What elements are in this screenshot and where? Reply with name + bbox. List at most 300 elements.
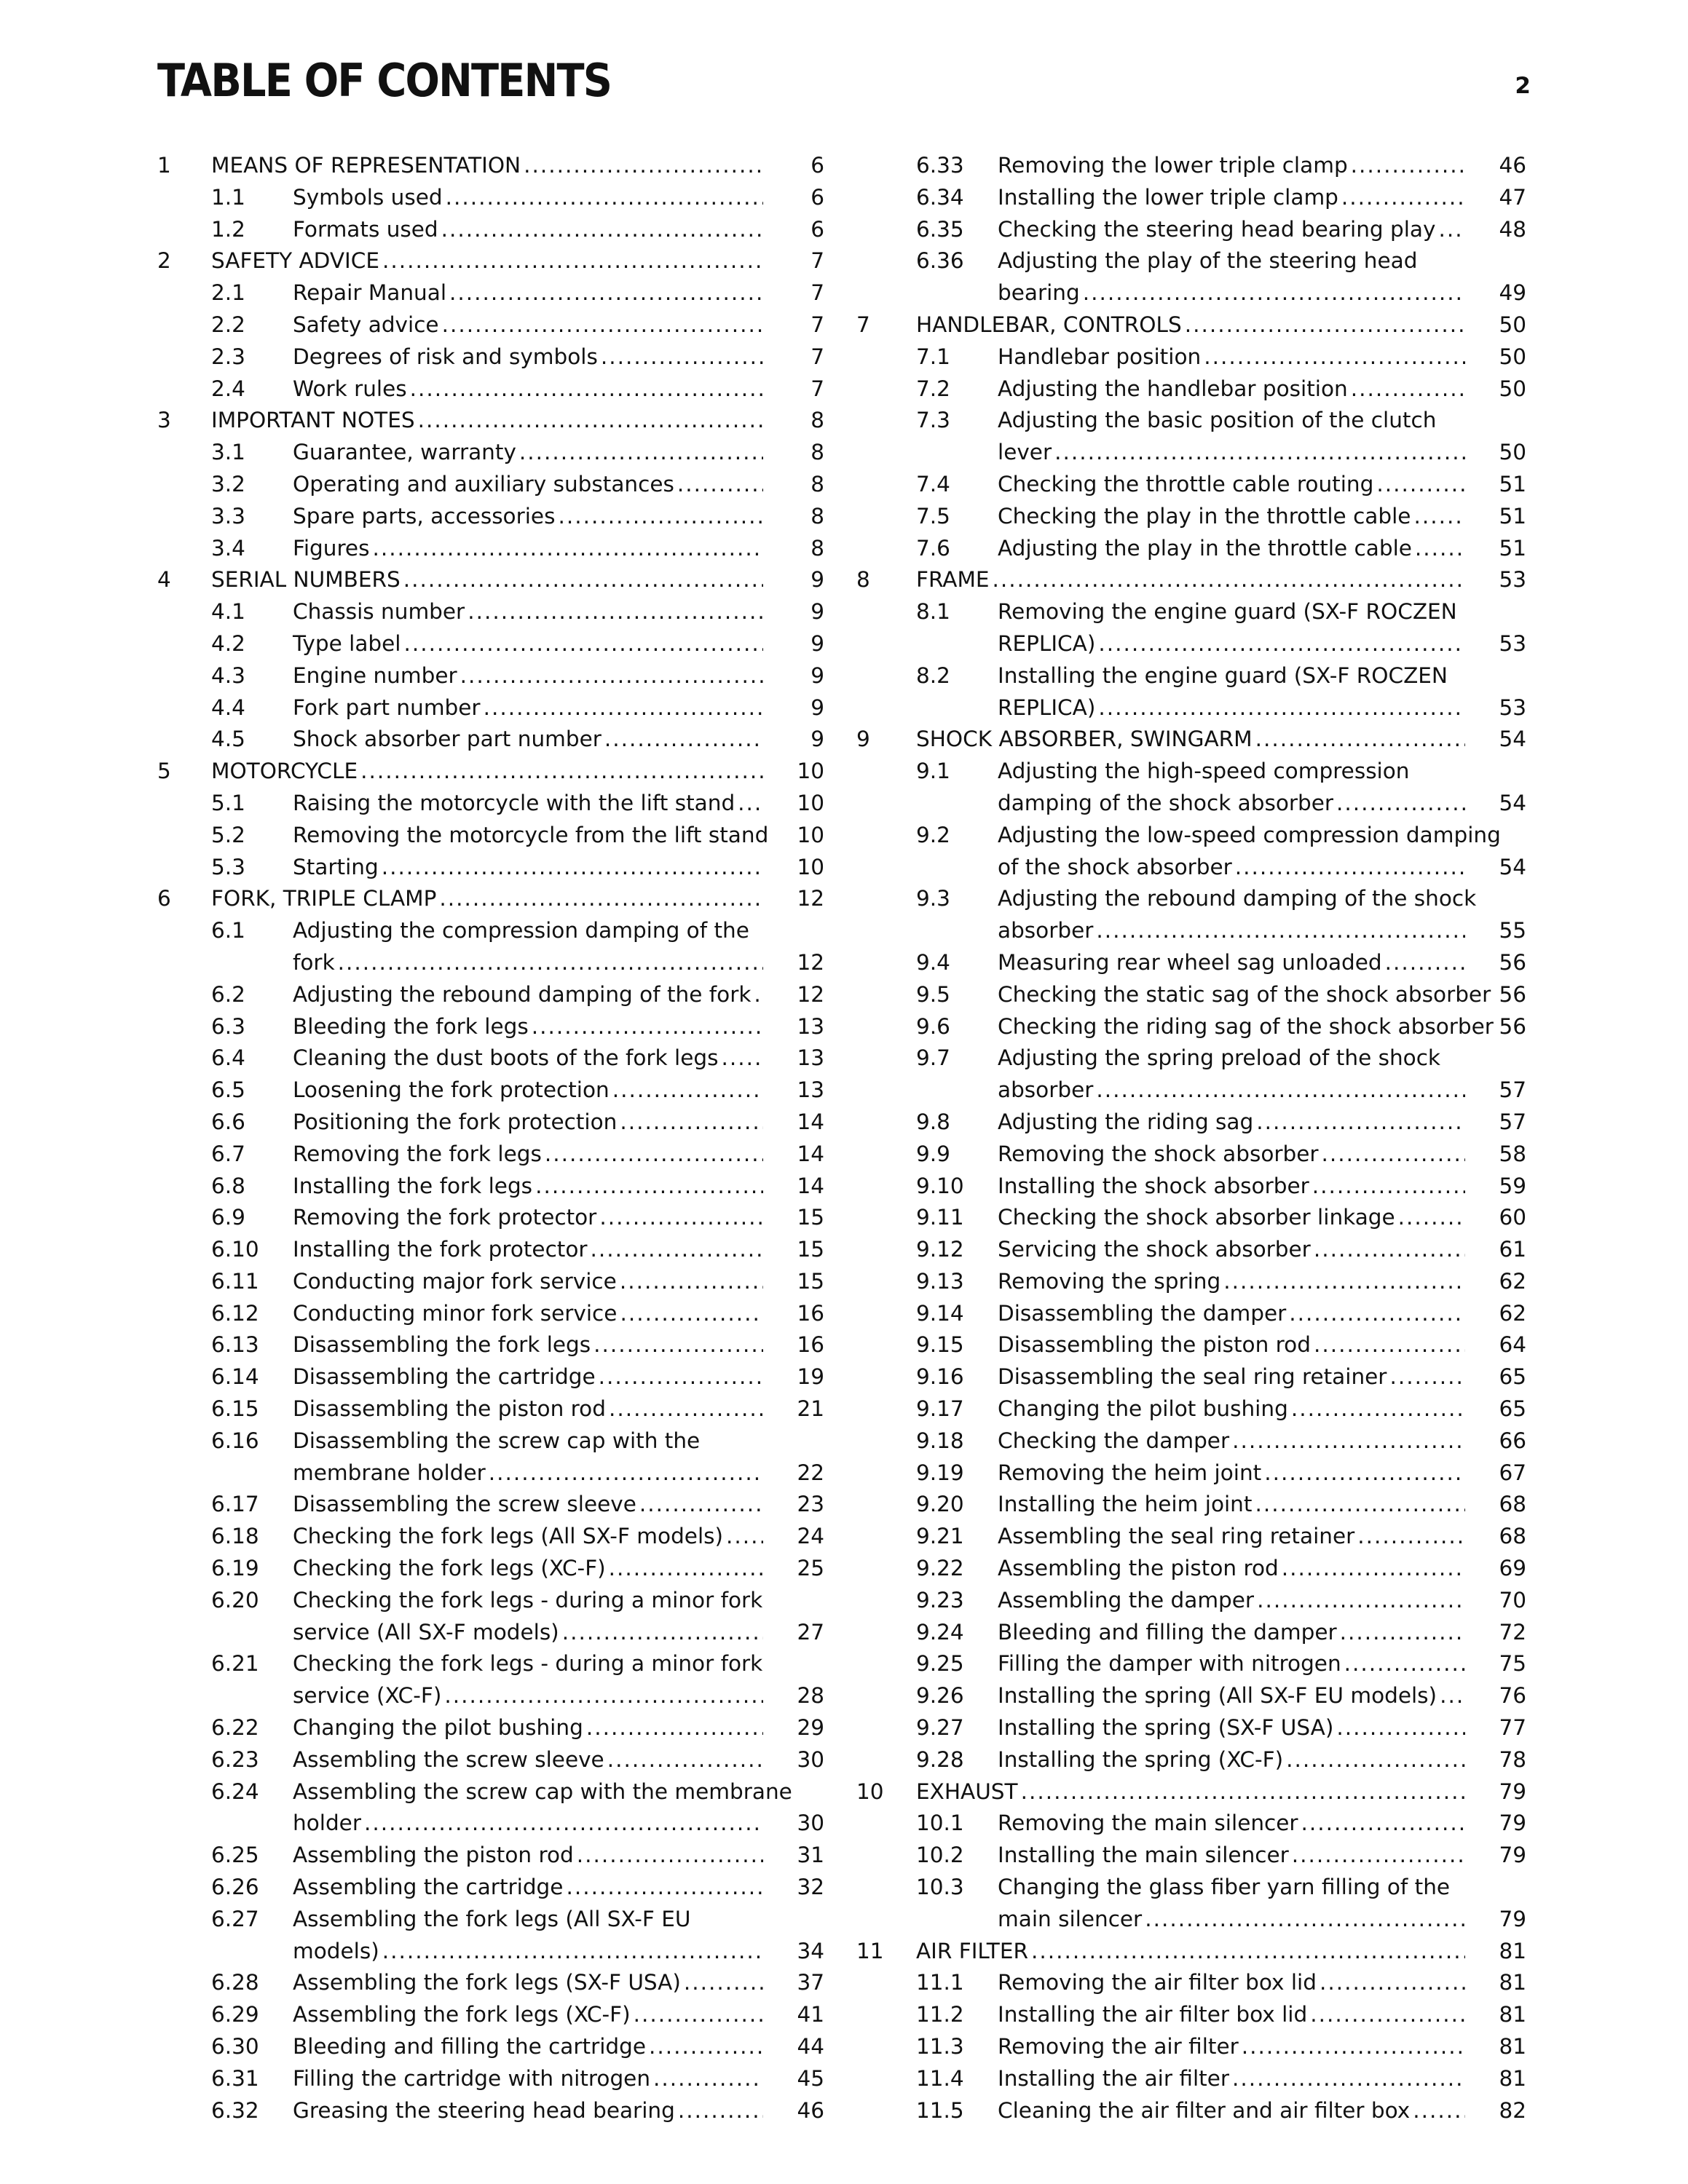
toc-section-entry[interactable] (157, 1648, 824, 1712)
toc-chapter-entry[interactable] (157, 245, 824, 277)
entry-title: Removing the shock absorber (998, 1141, 1319, 1166)
toc-section-entry[interactable] (157, 437, 824, 469)
entry-number: 1.2 (211, 216, 245, 242)
entry-number: 9.20 (916, 1492, 964, 1517)
dot-leader (754, 979, 763, 1011)
toc-section-entry[interactable] (856, 660, 1526, 724)
entry-number: 4.3 (211, 662, 245, 688)
toc-section-entry[interactable] (856, 1298, 1526, 1330)
toc-chapter-entry[interactable] (157, 883, 824, 915)
entry-page-number: 15 (797, 1268, 824, 1294)
toc-section-entry[interactable] (856, 1234, 1526, 1266)
dot-leader (721, 1042, 763, 1075)
toc-section-entry[interactable] (157, 1425, 824, 1489)
toc-section-entry[interactable] (856, 1361, 1526, 1393)
toc-section-entry[interactable] (157, 1361, 824, 1393)
entry-body (293, 341, 824, 373)
toc-section-entry[interactable] (157, 1266, 824, 1298)
entry-page-number: 54 (1499, 727, 1526, 752)
entry-title: Adjusting the play in the throttle cable (998, 535, 1412, 561)
entry-title-continuation-line (293, 1680, 768, 1712)
entry-title: Disassembling the seal ring retainer (998, 1364, 1387, 1390)
toc-section-entry[interactable] (856, 1999, 1526, 2031)
entry-page-number: 15 (797, 1205, 824, 1230)
toc-section-entry[interactable] (157, 1107, 824, 1139)
toc-section-entry[interactable] (856, 405, 1526, 469)
dot-leader (586, 1712, 763, 1744)
entry-title: Checking the riding sag of the shock absorber (998, 1013, 1494, 1039)
entry-number: 3.1 (211, 440, 245, 465)
toc-section-entry[interactable] (856, 245, 1526, 309)
toc-section-entry[interactable] (157, 501, 824, 533)
dot-leader (338, 947, 763, 979)
toc-section-entry[interactable] (157, 1011, 824, 1043)
entry-number: 11.5 (916, 2097, 964, 2123)
toc-section-entry[interactable] (157, 1329, 824, 1361)
entry-page-number: 50 (1499, 376, 1526, 401)
entry-title: Removing the air filter (998, 2034, 1239, 2060)
entry-title: FRAME (916, 567, 990, 593)
entry-body (293, 692, 824, 724)
entry-page-number: 7 (811, 280, 824, 306)
toc-section-entry[interactable] (856, 1840, 1526, 1872)
toc-section-entry[interactable] (157, 1234, 824, 1266)
toc-section-entry[interactable] (856, 1712, 1526, 1744)
toc-section-entry[interactable] (157, 1999, 824, 2031)
entry-body (293, 1139, 824, 1171)
entry-title: Adjusting the play of the steering head (998, 248, 1418, 274)
toc-section-entry[interactable] (157, 660, 824, 692)
entry-title: Removing the main silencer (998, 1811, 1298, 1836)
entry-title-continuation-line (998, 788, 1470, 820)
entry-body (998, 947, 1526, 979)
entry-body (998, 1234, 1526, 1266)
toc-chapter-entry[interactable] (157, 564, 824, 596)
toc-section-entry[interactable] (157, 1872, 824, 1904)
entry-page-number: 8 (811, 503, 824, 529)
entry-number: 9.13 (916, 1268, 964, 1294)
entry-page-number: 56 (1499, 981, 1526, 1007)
dot-leader (532, 1011, 763, 1043)
dot-leader (1413, 2095, 1465, 2127)
entry-body (998, 245, 1526, 309)
toc-chapter-entry[interactable] (157, 405, 824, 437)
entry-number: 2.1 (211, 280, 245, 306)
toc-section-entry[interactable] (157, 1904, 824, 1968)
toc-section-entry[interactable] (856, 1489, 1526, 1521)
entry-title: Handlebar position (998, 344, 1202, 369)
entry-title: Changing the pilot bushing (998, 1396, 1288, 1422)
entry-title-continuation: service (XC-F) (293, 1683, 442, 1709)
dot-leader (1385, 947, 1465, 979)
toc-chapter-entry[interactable] (856, 1776, 1526, 1808)
entry-title: Disassembling the screw cap with the (293, 1428, 701, 1453)
dot-leader (1314, 1234, 1465, 1266)
entry-number: 8.2 (916, 662, 950, 688)
toc-section-entry[interactable] (157, 341, 824, 373)
toc-section-entry[interactable] (856, 214, 1526, 246)
toc-chapter-entry[interactable] (856, 564, 1526, 596)
entry-title: Starting (293, 854, 379, 879)
entry-title: Checking the static sag of the shock absorber (998, 981, 1491, 1007)
dot-leader (382, 1936, 763, 1968)
entry-number: 6.10 (211, 1237, 259, 1262)
toc-chapter-entry[interactable] (157, 756, 824, 788)
entry-title: Disassembling the fork legs (293, 1332, 591, 1358)
entry-page-number: 62 (1499, 1300, 1526, 1326)
toc-section-entry[interactable] (856, 150, 1526, 182)
toc-section-entry[interactable] (856, 1457, 1526, 1489)
entry-body (293, 277, 824, 309)
entry-body (293, 1712, 824, 1744)
entry-body (998, 150, 1526, 182)
toc-section-entry[interactable] (856, 501, 1526, 533)
toc-section-entry[interactable] (157, 1967, 824, 1999)
toc-section-entry[interactable] (856, 182, 1526, 214)
toc-section-entry[interactable] (157, 1744, 824, 1776)
toc-section-entry[interactable] (157, 2063, 824, 2095)
toc-section-entry[interactable] (157, 1840, 824, 1872)
dot-leader (591, 1234, 763, 1266)
entry-title: MOTORCYCLE (211, 759, 358, 784)
dot-leader (1292, 1840, 1465, 1872)
entry-title: Installing the spring (All SX-F EU models) (998, 1683, 1437, 1709)
dot-leader (1232, 2063, 1465, 2095)
entry-title: Installing the air filter (998, 2065, 1229, 2091)
toc-section-entry[interactable] (856, 469, 1526, 501)
entry-number: 6.27 (211, 1906, 259, 1931)
entry-number: 5.1 (211, 790, 245, 815)
entry-number: 6.5 (211, 1077, 245, 1103)
entry-number: 6.26 (211, 1875, 259, 1900)
toc-column-right (856, 150, 1526, 2126)
entry-number: 9.19 (916, 1460, 964, 1485)
toc-section-entry[interactable] (856, 1266, 1526, 1298)
toc-section-entry[interactable] (157, 1202, 824, 1234)
entry-body (998, 341, 1526, 373)
entry-title: SHOCK ABSORBER, SWINGARM (916, 727, 1253, 752)
entry-body (293, 596, 824, 628)
toc-section-entry[interactable] (856, 1171, 1526, 1203)
dot-leader (460, 660, 763, 692)
dot-leader (364, 1808, 763, 1840)
entry-number: 6.25 (211, 1843, 259, 1868)
entry-page-number: 53 (1499, 567, 1526, 593)
entry-body (293, 1393, 824, 1425)
entry-body (916, 1776, 1526, 1808)
dot-leader (1256, 1107, 1465, 1139)
dot-leader (1096, 1075, 1465, 1107)
toc-section-entry[interactable] (856, 1744, 1526, 1776)
toc-section-entry[interactable] (856, 1648, 1526, 1680)
toc-section-entry[interactable] (157, 373, 824, 405)
dot-leader (535, 1171, 763, 1203)
toc-section-entry[interactable] (157, 1489, 824, 1521)
dot-leader (1223, 1266, 1465, 1298)
entry-page-number: 64 (1499, 1332, 1526, 1358)
dot-leader (1341, 182, 1465, 214)
toc-section-entry[interactable] (856, 373, 1526, 405)
toc-section-entry[interactable] (856, 1617, 1526, 1649)
entry-title: Work rules (293, 376, 407, 401)
toc-section-entry[interactable] (157, 1585, 824, 1649)
entry-number: 9 (856, 727, 870, 752)
entry-body (998, 1457, 1526, 1489)
dot-leader (1204, 341, 1465, 373)
entry-title: Removing the spring (998, 1268, 1221, 1294)
entry-number: 6.15 (211, 1396, 259, 1422)
toc-section-entry[interactable] (856, 1425, 1526, 1457)
toc-section-entry[interactable] (856, 1042, 1526, 1107)
entry-page-number: 75 (1499, 1651, 1526, 1677)
toc-section-entry[interactable] (856, 2031, 1526, 2063)
entry-page-number: 50 (1499, 344, 1526, 369)
entry-body (211, 150, 824, 182)
toc-chapter-entry[interactable] (856, 309, 1526, 341)
entry-title: Greasing the steering head bearing (293, 2097, 675, 2123)
entry-page-number: 6 (811, 216, 824, 242)
toc-section-entry[interactable] (856, 1139, 1526, 1171)
toc-section-entry[interactable] (157, 628, 824, 660)
entry-title: Symbols used (293, 184, 443, 210)
toc-section-entry[interactable] (157, 1393, 824, 1425)
toc-section-entry[interactable] (856, 1107, 1526, 1139)
toc-section-entry[interactable] (856, 2095, 1526, 2127)
entry-title: Installing the engine guard (SX-F ROCZEN (998, 662, 1448, 688)
dot-leader (1255, 1489, 1465, 1521)
entry-title: Assembling the piston rod (293, 1843, 574, 1868)
entry-number: 6.34 (916, 184, 964, 210)
entry-number: 1.1 (211, 184, 245, 210)
entry-number: 2.2 (211, 312, 245, 337)
entry-body (998, 1266, 1526, 1298)
entry-body (211, 883, 824, 915)
dot-leader (1440, 1680, 1465, 1712)
entry-page-number: 72 (1499, 1619, 1526, 1645)
toc-section-entry[interactable] (856, 947, 1526, 979)
toc-section-entry[interactable] (157, 820, 824, 852)
entry-body (293, 1202, 824, 1234)
entry-body (293, 820, 824, 852)
toc-section-entry[interactable] (157, 596, 824, 628)
entry-title: Checking the fork legs (All SX-F models) (293, 1524, 724, 1549)
entry-body (293, 214, 824, 246)
toc-chapter-entry[interactable] (157, 150, 824, 182)
entry-title: Checking the steering head bearing play (998, 216, 1436, 242)
entry-page-number: 51 (1499, 503, 1526, 529)
toc-chapter-entry[interactable] (856, 724, 1526, 756)
entry-page-number: 60 (1499, 1205, 1526, 1230)
toc-section-entry[interactable] (856, 341, 1526, 373)
toc-section-entry[interactable] (157, 533, 824, 565)
toc-section-entry[interactable] (856, 1011, 1526, 1043)
entry-number: 3.3 (211, 503, 245, 529)
entry-number: 6.32 (211, 2097, 259, 2123)
entry-title: Adjusting the riding sag (998, 1109, 1254, 1134)
toc-section-entry[interactable] (856, 1329, 1526, 1361)
entry-body (916, 724, 1526, 756)
toc-section-entry[interactable] (157, 1075, 824, 1107)
toc-section-entry[interactable] (157, 1298, 824, 1330)
entry-page-number: 78 (1499, 1746, 1526, 1772)
toc-section-entry[interactable] (856, 1872, 1526, 1936)
entry-body (293, 1967, 824, 1999)
toc-section-entry[interactable] (856, 1393, 1526, 1425)
entry-page-number: 7 (811, 248, 824, 274)
toc-section-entry[interactable] (856, 756, 1526, 820)
toc-section-entry[interactable] (856, 596, 1526, 660)
toc-section-entry[interactable] (157, 1776, 824, 1840)
entry-number: 4.1 (211, 599, 245, 625)
entry-body (998, 1139, 1526, 1171)
dot-leader (484, 692, 763, 724)
entry-page-number: 46 (1499, 153, 1526, 178)
toc-section-entry[interactable] (856, 1521, 1526, 1553)
dot-leader (649, 2031, 763, 2063)
entry-number: 7 (856, 312, 870, 337)
entry-page-number: 49 (1499, 280, 1526, 306)
toc-section-entry[interactable] (856, 1202, 1526, 1234)
toc-section-entry[interactable] (157, 182, 824, 214)
dot-leader (1312, 1171, 1465, 1203)
toc-section-entry[interactable] (157, 1521, 824, 1553)
dot-leader (993, 564, 1465, 596)
entry-title: SERIAL NUMBERS (211, 567, 401, 593)
toc-section-entry[interactable] (157, 915, 824, 979)
toc-section-entry[interactable] (157, 469, 824, 501)
entry-page-number: 10 (797, 759, 824, 784)
dot-leader (1438, 214, 1465, 246)
entry-page-number: 9 (811, 662, 824, 688)
entry-title: Adjusting the rebound damping of the fork (293, 981, 752, 1007)
entry-body (293, 1298, 824, 1330)
entry-body (998, 1617, 1526, 1649)
entry-body (293, 533, 824, 565)
entry-title: Conducting major fork service (293, 1268, 617, 1294)
toc-section-entry[interactable] (157, 1712, 824, 1744)
toc-section-entry[interactable] (856, 1553, 1526, 1585)
dot-leader (1235, 852, 1465, 884)
entry-page-number: 19 (797, 1364, 824, 1390)
toc-section-entry[interactable] (856, 979, 1526, 1011)
entry-body (211, 405, 824, 437)
entry-body (293, 1776, 824, 1840)
toc-chapter-entry[interactable] (856, 1936, 1526, 1968)
dot-leader (558, 501, 763, 533)
entry-body (211, 245, 824, 277)
toc-section-entry[interactable] (856, 2063, 1526, 2095)
entry-number: 6.2 (211, 981, 245, 1007)
entry-page-number: 61 (1499, 1237, 1526, 1262)
entry-title-continuation-line (998, 628, 1470, 660)
entry-title-continuation: absorber (998, 918, 1094, 943)
entry-body (211, 756, 824, 788)
dot-leader (1286, 1744, 1465, 1776)
page-header (157, 48, 1531, 114)
toc-section-entry[interactable] (157, 1139, 824, 1171)
toc-section-entry[interactable] (157, 214, 824, 246)
toc-section-entry[interactable] (157, 309, 824, 341)
entry-number: 7.3 (916, 408, 950, 433)
entry-number: 6.7 (211, 1141, 245, 1166)
toc-column-left (157, 150, 824, 2126)
toc-section-entry[interactable] (157, 277, 824, 309)
toc-section-entry[interactable] (157, 979, 824, 1011)
entry-page-number: 10 (797, 854, 824, 879)
toc-section-entry[interactable] (157, 1171, 824, 1203)
toc-section-entry[interactable] (157, 692, 824, 724)
entry-body (293, 852, 824, 884)
dot-leader (519, 437, 763, 469)
toc-section-entry[interactable] (856, 1808, 1526, 1840)
toc-section-entry[interactable] (856, 1967, 1526, 1999)
toc-section-entry[interactable] (157, 1553, 824, 1585)
entry-body (293, 1999, 824, 2031)
entry-body (998, 533, 1526, 565)
entry-number: 6.3 (211, 1013, 245, 1039)
entry-title-continuation-line (293, 1936, 768, 1968)
entry-title: Removing the lower triple clamp (998, 153, 1348, 178)
toc-section-entry[interactable] (856, 1680, 1526, 1712)
entry-number: 11.2 (916, 2002, 964, 2027)
toc-section-entry[interactable] (856, 883, 1526, 947)
entry-body (998, 1808, 1526, 1840)
entry-body (998, 1107, 1526, 1139)
toc-section-entry[interactable] (157, 852, 824, 884)
toc-section-entry[interactable] (157, 1042, 824, 1075)
toc-section-entry[interactable] (856, 1585, 1526, 1617)
entry-title: Raising the motorcycle with the lift stand (293, 790, 735, 815)
entry-body (293, 1489, 824, 1521)
entry-title-continuation: absorber (998, 1077, 1094, 1103)
toc-section-entry[interactable] (157, 2095, 824, 2127)
entry-title: Installing the main silencer (998, 1843, 1289, 1868)
entry-page-number: 53 (1499, 695, 1526, 720)
entry-body (293, 1042, 824, 1075)
dot-leader (562, 1617, 763, 1649)
entry-number: 10.3 (916, 1875, 964, 1900)
entry-page-number: 7 (811, 344, 824, 369)
toc-section-entry[interactable] (157, 2031, 824, 2063)
entry-body (293, 1171, 824, 1203)
entry-title: Guarantee, warranty (293, 440, 516, 465)
entry-body (916, 1936, 1526, 1968)
entry-number: 3 (157, 408, 171, 433)
entry-body (998, 1489, 1526, 1521)
dot-leader (604, 724, 763, 756)
entry-page-number: 28 (797, 1683, 824, 1709)
entry-title: Measuring rear wheel sag unloaded (998, 949, 1382, 975)
entry-body (998, 1967, 1526, 1999)
entry-number: 6.19 (211, 1556, 259, 1581)
toc-section-entry[interactable] (157, 788, 824, 820)
entry-number: 9.16 (916, 1364, 964, 1390)
entry-title-continuation-line (998, 915, 1470, 947)
entry-title-continuation-line (293, 1457, 768, 1489)
entry-page-number: 16 (797, 1332, 824, 1358)
entry-title: FORK, TRIPLE CLAMP (211, 886, 437, 911)
entry-title-continuation: service (All SX-F models) (293, 1619, 559, 1645)
toc-section-entry[interactable] (856, 820, 1526, 884)
entry-number: 6 (157, 886, 171, 911)
entry-body (998, 405, 1526, 469)
entry-body (293, 1361, 824, 1393)
entry-page-number: 8 (811, 535, 824, 561)
entry-title: SAFETY ADVICE (211, 248, 379, 274)
dot-leader (684, 1967, 763, 1999)
toc-section-entry[interactable] (157, 724, 824, 756)
toc-section-entry[interactable] (856, 533, 1526, 565)
